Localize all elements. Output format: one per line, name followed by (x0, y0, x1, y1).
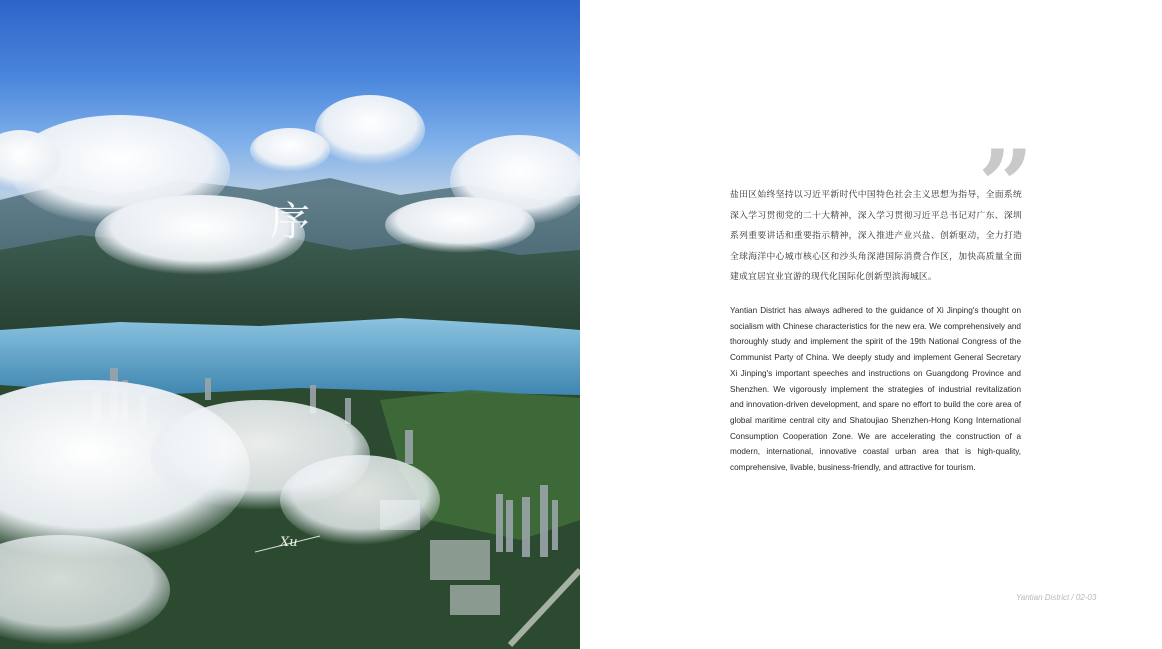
preface-title-pinyin: Xu (280, 535, 298, 550)
preface-title-chinese: 序 (270, 199, 312, 245)
aerial-photo (0, 0, 580, 649)
preface-english-paragraph: Yantian District has always adhered to the guidance of Xi Jinping's thought on socialism with Chinese characteristics for the new era. We comprehensively and thoroughly study and implement the spirit of the 19th National Congress of the Communist Party of China. We deeply study and implement General Secretary Xi Jinping's important speeches and instructions on Guangdong Province and Shenzhen. We vigorously implement the strategies of industrial revitalization and innovation-driven development, and spare no effort to build the core area of global maritime central city and Shatoujiao Shenzhen-Hong Kong International Consumption Cooperation Zone. We are accelerating the construction of a modern, international, innovative coastal urban area that is high-quality, comprehensive, livable, business-friendly, and attractive for tourism. (730, 306, 1021, 473)
aerial-landscape-illustration (0, 0, 580, 649)
page-footer-label: Yantian District / 02-03 (1016, 593, 1097, 602)
closing-quote-mark: ” (978, 129, 1028, 242)
preface-chinese-paragraph: 盐田区始终坚持以习近平新时代中国特色社会主义思想为指导，全面系统深入学习贯彻党的二十大精神，深入学习贯彻习近平总书记对广东、深圳系列重要讲话和重要指示精神，深入推进产业兴盐、创新驱动，全力打造全球海洋中心城市核心区和沙头角深港国际消费合作区，加快高质量全面建成宜居宜业宜游的现代化国际化创新型滨海城区。 (730, 190, 1022, 282)
